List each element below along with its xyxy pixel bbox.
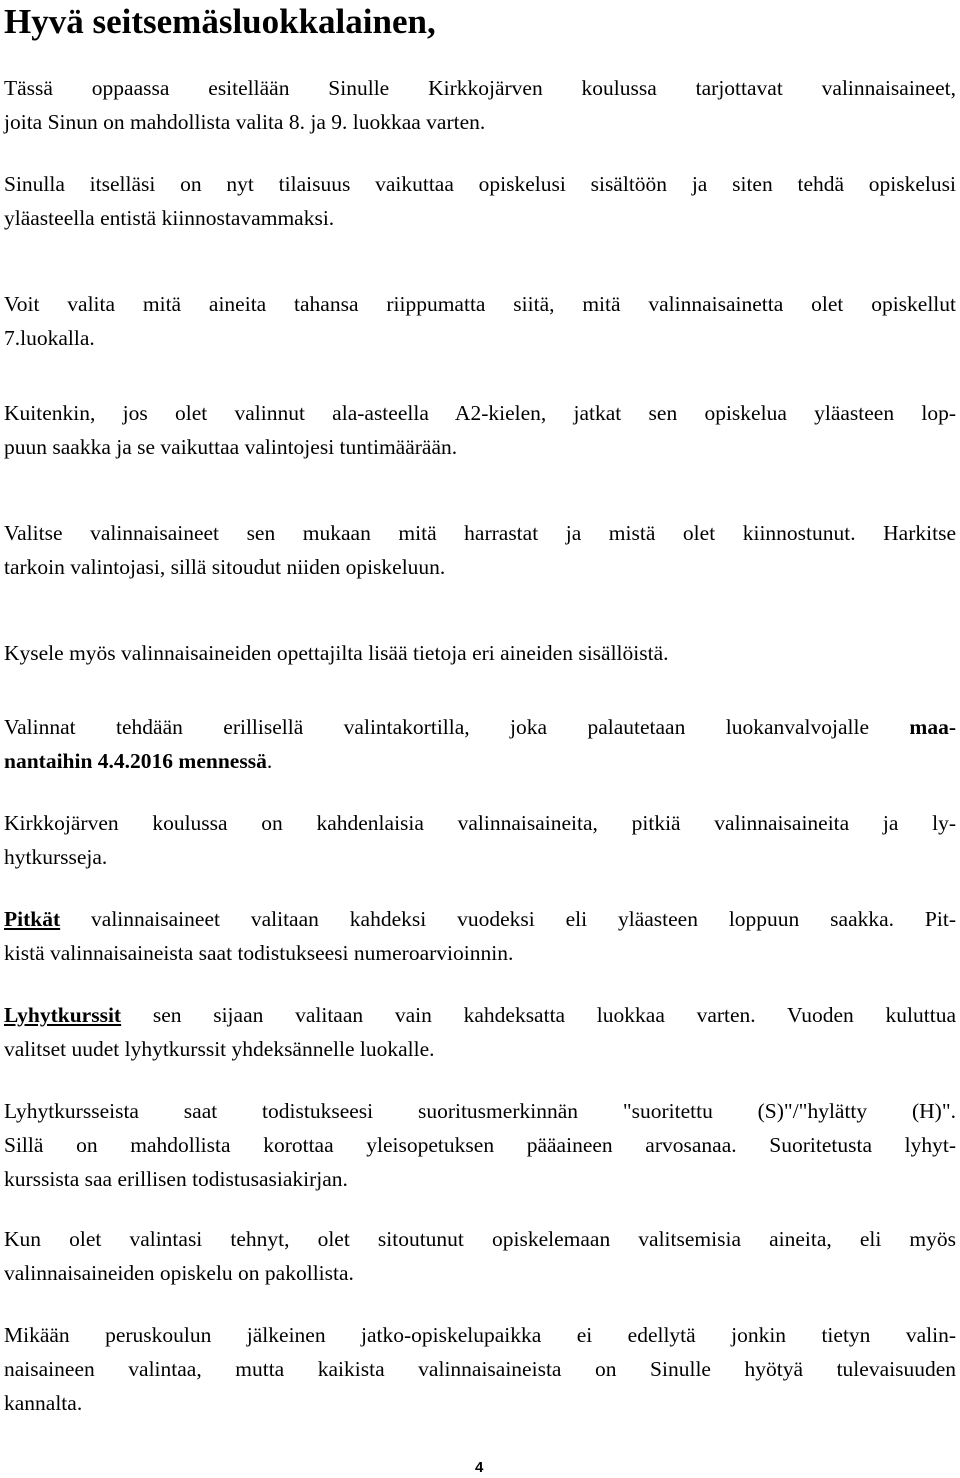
text-line: kurssista saa erillisen todistusasiakirjan. <box>4 1167 348 1191</box>
text-line: Kirkkojärven koulussa on kahdenlaisia valinnaisaineita, pitkiä valinnaisaineita ja ly- <box>4 811 956 835</box>
page-number: 4 <box>475 1459 484 1476</box>
text-line: Voit valita mitä aineita tahansa riippumatta siitä, mitä valinnaisainetta olet opiskellut <box>4 292 956 316</box>
text-line: kistä valinnaisaineista saat todistukseesi numeroarvioinnin. <box>4 941 514 965</box>
paragraph-intro <box>4 71 956 139</box>
text-line: tarkoin valintojasi, sillä sitoudut niiden opiskeluun. <box>4 555 446 579</box>
paragraph-free-choice <box>4 287 956 355</box>
text-line: Kuitenkin, jos olet valinnut ala-asteella A2-kielen, jatkat sen opiskelua yläasteen lop- <box>4 401 956 425</box>
text-segment: valinnaisaineet valitaan kahdeksi vuodeksi eli yläasteen loppuun saakka. Pit- <box>60 907 956 931</box>
paragraph-commitment <box>4 1222 956 1290</box>
text-line: valitset uudet lyhytkurssit yhdeksännelle luokalle. <box>4 1037 435 1061</box>
text-line: joita Sinun on mahdollista valita 8. ja 9. luokkaa varten. <box>4 110 486 134</box>
text-line: Mikään peruskoulun jälkeinen jatko-opiskelupaikka ei edellytä jonkin tietyn valin- <box>4 1323 956 1347</box>
text-segment: . <box>266 749 273 773</box>
deadline-bold: maa- <box>909 715 956 739</box>
text-line: Lyhytkursseista saat todistukseesi suoritusmerkinnän "suoritettu (S)"/"hylätty (H)". <box>4 1099 956 1123</box>
paragraph-ask-teachers <box>4 636 956 670</box>
page-heading: Hyvä seitsemäsluokkalainen, <box>4 2 436 41</box>
paragraph-a2-language <box>4 396 956 464</box>
deadline-bold: nantaihin 4.4.2016 mennessä <box>4 749 267 773</box>
text-line: naisaineen valintaa, mutta kaikista valinnaisaineista on Sinulle hyötyä tulevaisuuden <box>4 1357 956 1381</box>
text-line <box>4 902 956 936</box>
text-line: puun saakka ja se vaikuttaa valintojesi tuntimäärään. <box>4 435 458 459</box>
text-line: Kysele myös valinnaisaineiden opettajilta lisää tietoja eri aineiden sisällöistä. <box>4 641 669 665</box>
text-line: yläasteella entistä kiinnostavammaksi. <box>4 206 335 230</box>
long-electives-term: Pitkät <box>4 907 61 931</box>
text-line: Tässä oppaassa esitellään Sinulle Kirkkojärven koulussa tarjottavat valinnaisaineet, <box>4 76 956 100</box>
text-line <box>4 998 956 1032</box>
paragraph-long-electives <box>4 902 956 970</box>
paragraph-future <box>4 1318 956 1420</box>
paragraph-short-courses <box>4 998 956 1066</box>
text-segment: Valinnat tehdään erillisellä valintakortilla, joka palautetaan luokanvalvojalle <box>4 715 910 739</box>
paragraph-two-types <box>4 806 956 874</box>
text-line: Sillä on mahdollista korottaa yleisopetuksen pääaineen arvosanaa. Suoritetusta lyhyt- <box>4 1133 956 1157</box>
short-courses-term: Lyhytkurssit <box>4 1003 122 1027</box>
text-segment: sen sijaan valitaan vain kahdeksatta luokkaa varten. Vuoden kuluttua <box>121 1003 956 1027</box>
text-line: kannalta. <box>4 1391 83 1415</box>
text-line <box>4 710 956 744</box>
paragraph-choose-interests <box>4 516 956 584</box>
text-line: 7.luokalla. <box>4 326 95 350</box>
text-line: hytkursseja. <box>4 845 108 869</box>
text-line: valinnaisaineiden opiskelu on pakollista. <box>4 1261 354 1285</box>
paragraph-deadline <box>4 710 956 778</box>
text-line: Sinulla itselläsi on nyt tilaisuus vaikuttaa opiskelusi sisältöön ja siten tehdä opiskelusi <box>4 172 956 196</box>
text-line: Kun olet valintasi tehnyt, olet sitoutunut opiskelemaan valitsemisia aineita, eli myös <box>4 1227 956 1251</box>
paragraph-influence <box>4 167 956 235</box>
paragraph-short-course-grading <box>4 1094 956 1196</box>
text-line <box>4 744 956 778</box>
text-line: Valitse valinnaisaineet sen mukaan mitä harrastat ja mistä olet kiinnostunut. Harkitse <box>4 521 956 545</box>
